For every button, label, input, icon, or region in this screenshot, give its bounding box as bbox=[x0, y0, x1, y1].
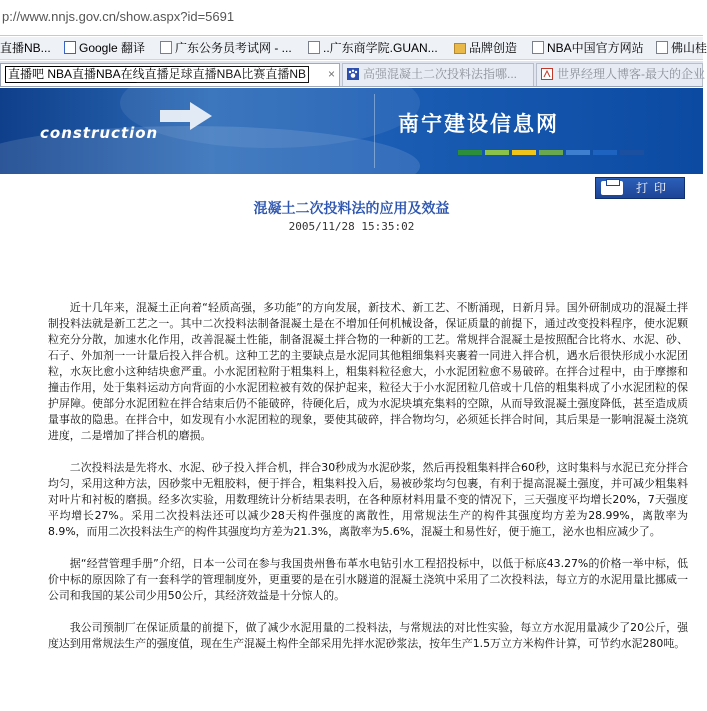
bookmark-item[interactable]: ..广东商学院.GUAN... bbox=[308, 40, 438, 57]
tab-inactive[interactable] bbox=[536, 63, 703, 86]
article-paragraph: 近十几年来，混凝土正向着“轻质高强，多功能”的方向发展，新技术、新工艺、不断涌现，日新月异。国外研制成功的混凝土拌制投料法就是新工艺之一。其中二次投料法制备混凝土是在不增加任何机械设备，保证质量的前提下，通过改变投料程序，使水泥颗粒充分分散，加速水化作用，改善混凝土性能，制备混凝土拌合物的一种新的工艺。常规拌合混凝土是按照配合比将水、水泥、砂、石子、外加剂一一计量后投入拌合机。这种工艺的主要缺点是水泥同其他粗细集料夹裹着一同进入拌合机，遇水后很快形成小水泥团粒，水灰比愈小这种结块愈严重。小水泥团粒附于粗集料上，粗集料粒径愈大，小水泥团粒愈不易破碎。在拌合过程中，由于摩擦和撞击作用，处于集料运动方向背面的小水泥团粒被有效的保护起来，粒径大于小水泥团粒几倍或十几倍的粗集料成了小水泥团粒的保护屏障。使部分水泥团粒在拌合结束后仍不能破碎，待硬化后，成为水泥块填充集料的空隙，从而导致混凝土强度降低，甚至造成质量事故的隐患。在拌合中，如发现有小水泥团粒的现象，要使其破碎，拌合物均匀，必须延长拌合时间，其后果是一影响混凝土浇筑进度，二是增加了拌合机的磨损。 bbox=[48, 301, 688, 442]
address-bar[interactable] bbox=[0, 0, 703, 36]
bookmark-item[interactable]: NBA中国官方网站 bbox=[532, 40, 644, 57]
banner-color-bar bbox=[620, 150, 644, 155]
page-icon bbox=[656, 41, 668, 54]
banner-divider bbox=[374, 94, 375, 168]
banner-color-bar bbox=[593, 150, 617, 155]
folder-icon bbox=[454, 43, 466, 54]
page-icon bbox=[541, 68, 553, 80]
bookmark-item[interactable]: 佛山桂 bbox=[656, 40, 707, 57]
site-title: 南宁建设信息网 bbox=[398, 112, 559, 136]
bookmark-item[interactable]: 广东公务员考试网 - ... bbox=[160, 40, 292, 57]
article-title: 混凝土二次投料法的应用及效益 bbox=[253, 201, 450, 217]
article-paragraph: 我公司预制厂在保证质量的前提下，做了减少水泥用量的二投料法，与常规法的对比性实验，每立方水泥用量减少了20公斤，强度达到用常规法生产的强度值，现在生产混凝土构件全部采用先拌水泥砂浆法，按年生产1.5万立方米构件计算，可节约水泥280吨。 bbox=[48, 621, 688, 650]
banner-color-bars bbox=[458, 144, 647, 150]
google-icon bbox=[64, 41, 76, 54]
print-label: 打印 bbox=[636, 181, 673, 195]
page-icon bbox=[308, 41, 320, 54]
page-icon bbox=[160, 41, 172, 54]
arrow-right-icon bbox=[156, 96, 216, 136]
article-body bbox=[48, 300, 688, 668]
print-button[interactable] bbox=[595, 177, 685, 199]
tab-label: 世界经理人博客-最大的企业 bbox=[557, 67, 705, 81]
printer-icon bbox=[601, 181, 623, 195]
bookmarks-bar bbox=[0, 37, 707, 60]
bookmark-item[interactable]: Google 翻译 bbox=[64, 40, 145, 57]
banner-color-bar bbox=[566, 150, 590, 155]
address-url[interactable]: p://www.nnjs.gov.cn/show.aspx?id=5691 bbox=[2, 9, 235, 24]
banner-color-bar bbox=[539, 150, 563, 155]
article-date: 2005/11/28 15:35:02 bbox=[288, 220, 415, 233]
banner-color-bar bbox=[485, 150, 509, 155]
tab-label: 高强混凝土二次投料法指哪... bbox=[363, 67, 518, 81]
article-paragraph: 二次投料法是先将水、水泥、砂子投入拌合机，拌合30秒成为水泥砂浆，然后再投粗集料拌合60秒，这时集料与水泥已充分拌合均匀，采用这种方法，因砂浆中无粗胶料，便于拌合，粗集料投入后，易被砂浆均匀包裹，有利于提高混凝土强度，并可减少粗集料对叶片和衬板的磨损。经多次实验，用数理统计分析结果表明，在各种原材料用量不变的情况下，三天强度平均增长20%，7天强度平均增长27%。采用二次投料法还可以减少28天构件强度的离散性，用常规法生产的构件其强度均方差为28.99%，离散率为8.9%，而用二次投料法生产的构件其强度均方差为21.3%，离散率为5.6%，混凝土和易性好，便于施工，泌水也相应减少了。 bbox=[48, 461, 688, 538]
bookmark-item[interactable]: 直播NB... bbox=[0, 41, 51, 55]
tab-label: 直播吧 NBA直播NBA在线直播足球直播NBA比赛直播NB bbox=[5, 66, 309, 83]
close-icon[interactable]: × bbox=[327, 67, 335, 81]
site-banner bbox=[0, 88, 703, 174]
page-icon bbox=[532, 41, 544, 54]
banner-color-bar bbox=[458, 150, 482, 155]
banner-color-bar bbox=[512, 150, 536, 155]
bookmark-item[interactable]: 品牌创造 bbox=[454, 40, 517, 57]
article-paragraph: 据“经营管理手册”介绍，日本一公司在参与我国贵州鲁布革水电钻引水工程招投标中，以低于标底43.27%的价格一举中标，低价中标的原因除了有一套科学的管理制度外，更重要的是在引水隧道的混凝土浇筑中采用了二次投料法，每立方的水泥用量比挪威一公司和我国的某公司少用50公斤，其经济效益是十分惊人的。 bbox=[48, 557, 688, 602]
banner-tagline: construction bbox=[40, 124, 159, 142]
